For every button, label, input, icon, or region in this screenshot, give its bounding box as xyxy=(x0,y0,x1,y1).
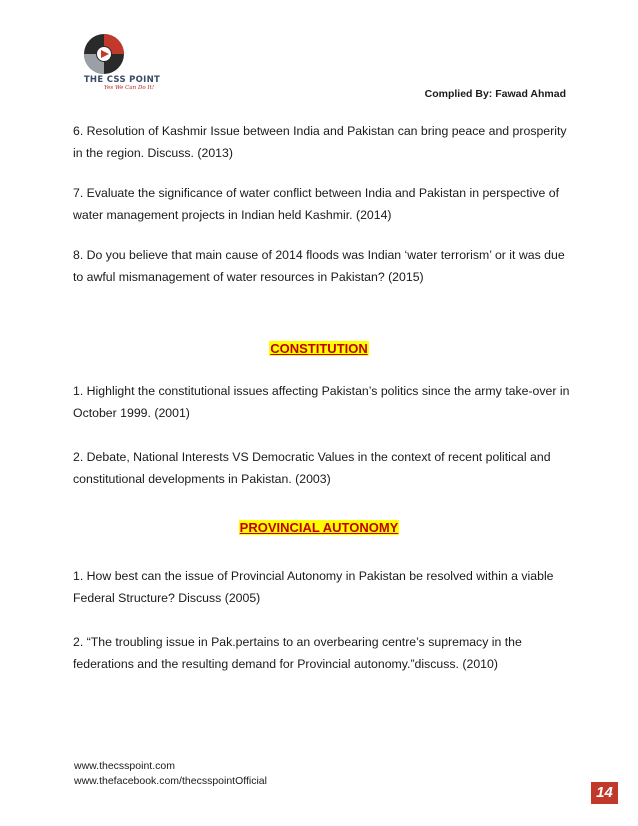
heading-provincial-autonomy-text: PROVINCIAL AUTONOMY xyxy=(239,520,399,535)
constitution-question-1: 1. Highlight the constitutional issues affecting Pakistan’s politics since the army take-over in October 1999. (2001) xyxy=(73,384,570,420)
footer-links xyxy=(74,759,267,789)
website-link[interactable]: www.thecsspoint.com xyxy=(74,760,175,772)
question-7: 7. Evaluate the significance of water conflict between India and Pakistan in perspective of water management projects in Indian held Kashmir. (2014) xyxy=(73,186,560,222)
provincial-question-1: 1. How best can the issue of Provincial Autonomy in Pakistan be resolved within a viable Federal Structure? Discuss (2005) xyxy=(73,569,554,605)
provincial-question-2: 2. “The troubling issue in Pak.pertains to an overbearing centre’s supremacy in the federations and the resulting demand for Provincial autonomy.”discuss. (2010) xyxy=(73,635,522,671)
section-heading-constitution xyxy=(0,340,638,358)
logo-tagline: Yes We Can Do It! xyxy=(104,85,155,91)
constitution-question-2: 2. Debate, National Interests VS Democratic Values in the context of recent political and constitutional developments in Pakistan. (2003) xyxy=(73,450,551,486)
question-8: 8. Do you believe that main cause of 2014 floods was Indian ‘water terrorism’ or it was due to awful mismanagement of water resources in Pakistan? (2015) xyxy=(73,248,565,284)
compiled-by: Complied By: Fawad Ahmad xyxy=(424,88,566,100)
facebook-link[interactable]: www.thefacebook.com/thecsspointOfficial xyxy=(74,775,267,787)
question-6: 6. Resolution of Kashmir Issue between India and Pakistan can bring peace and prosperity in the region. Discuss. (2013) xyxy=(73,124,567,160)
page-number-badge: 14 xyxy=(591,782,618,804)
logo-text: THE CSS POINT xyxy=(83,75,161,85)
section-heading-provincial-autonomy xyxy=(0,519,638,537)
heading-constitution-text: CONSTITUTION xyxy=(270,341,368,356)
